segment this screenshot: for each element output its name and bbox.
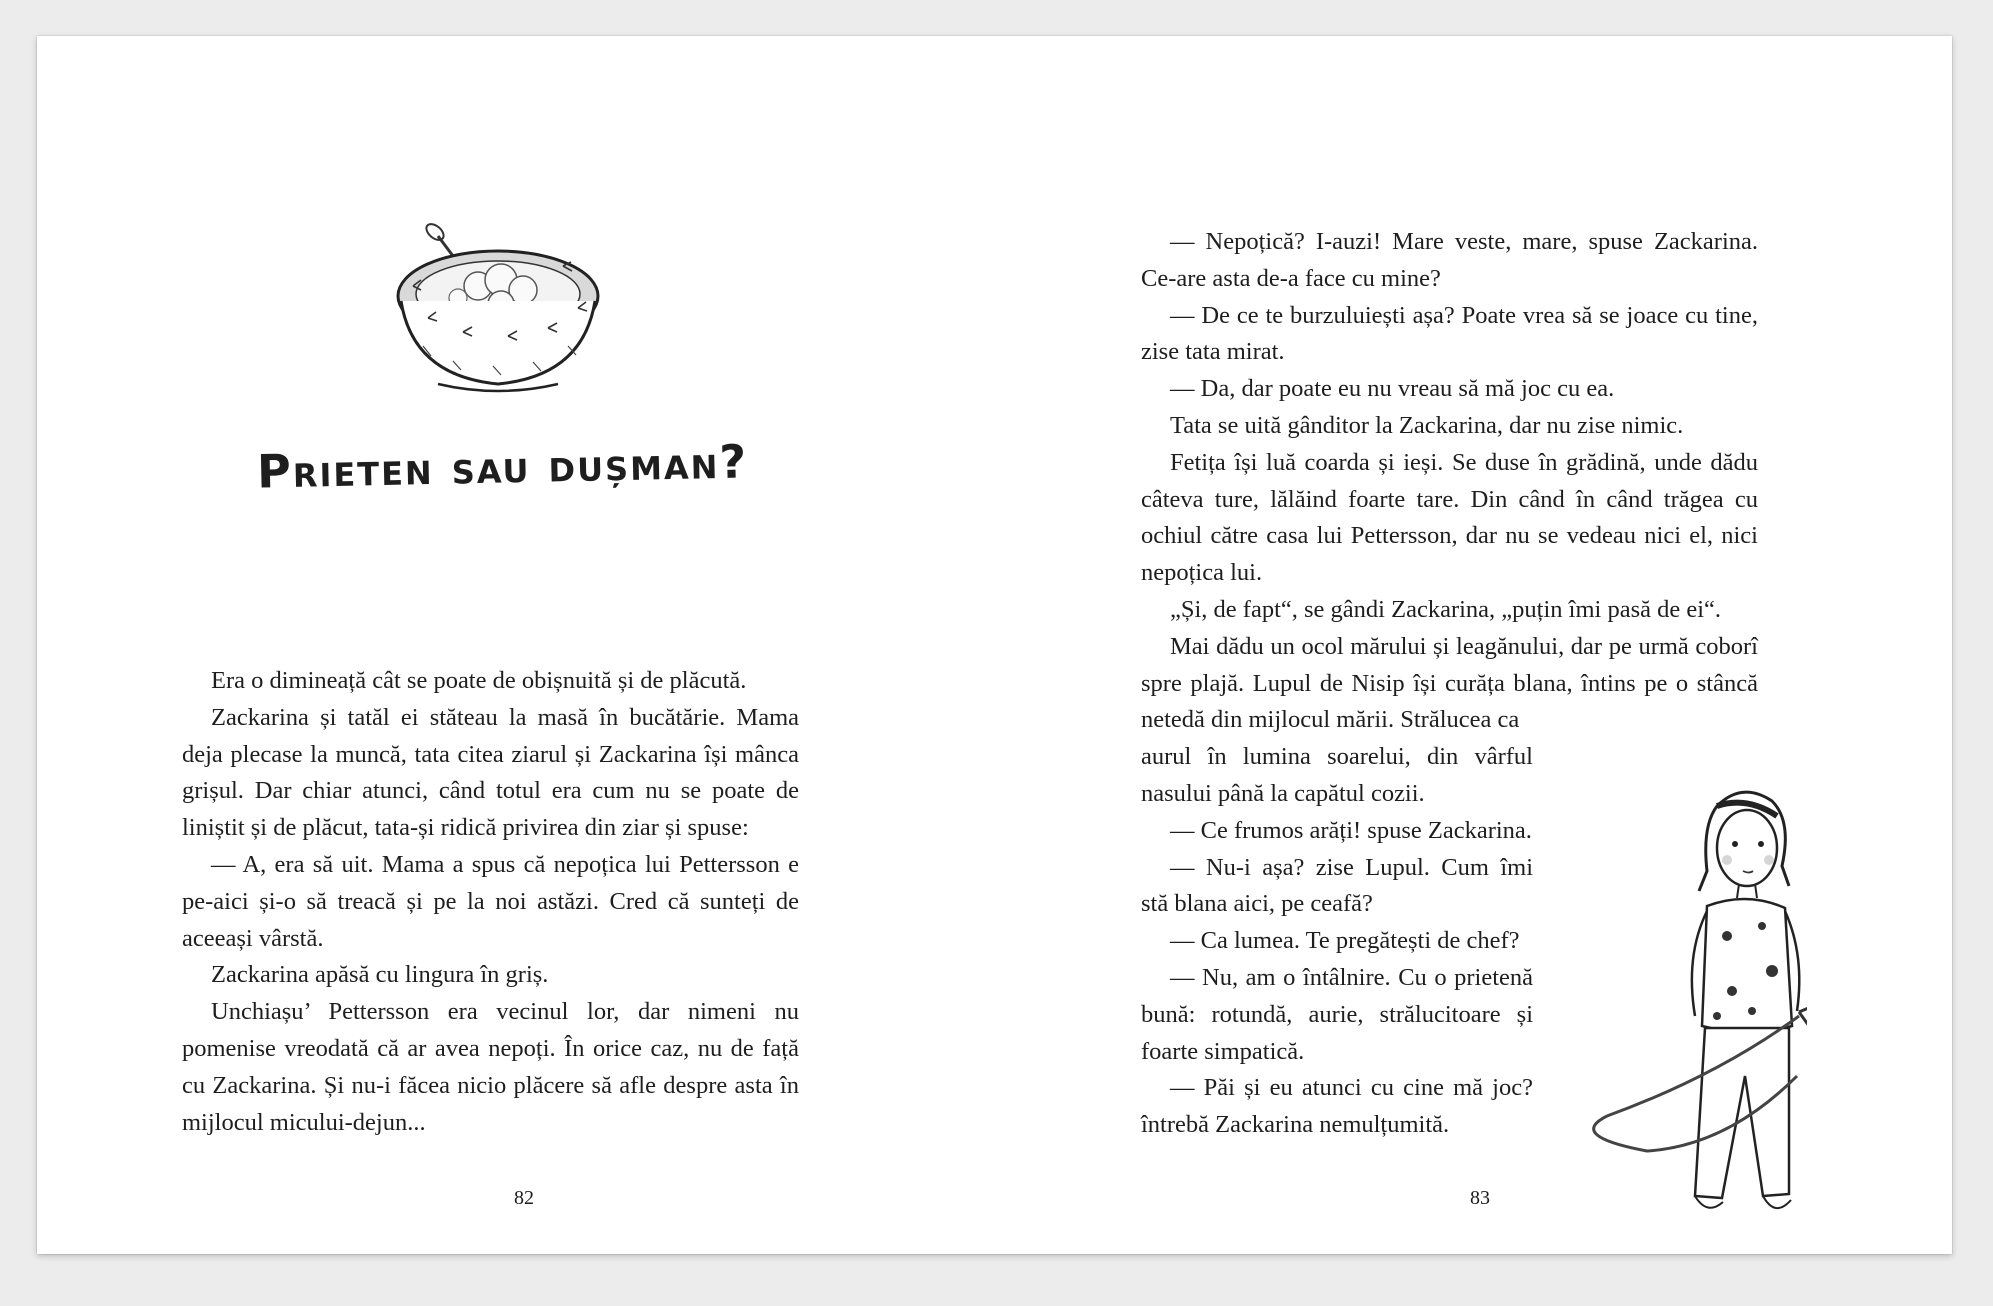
paragraph: Zackarina și tatăl ei stăteau la masă în bucătărie. Mama deja plecase la muncă, tata citea ziarul și Zackarina își mânca grișul. Dar chiar atunci, când totul era cum nu se poate de liniștit și de plăcut, tata-și ridică privirea din ziar și spuse: bbox=[182, 703, 799, 842]
chapter-title: Prieten sau dușman? bbox=[256, 434, 749, 499]
porridge-bowl-icon bbox=[383, 186, 613, 426]
paragraph: Era o dimineață cât se poate de obișnuită și de plăcută. bbox=[211, 667, 747, 694]
left-page-text bbox=[182, 663, 799, 1141]
paragraph: — Nu-i așa? zise Lupul. Cum îmi stă blana aici, pe ceafă? bbox=[1141, 853, 1533, 918]
paragraph: Mai dădu un ocol mărului și leagănului, dar pe urmă coborî spre plajă. Lupul de Nisip își curăța blana, întins pe o stâncă netedă din mijlocul mării. Strălucea ca bbox=[1141, 632, 1758, 734]
page-number-right: 83 bbox=[1470, 1187, 1490, 1209]
book-spread bbox=[37, 36, 1952, 1254]
paragraph: — Nepoțică? I-auzi! Mare veste, mare, spuse Zackarina. Ce-are asta de-a face cu mine? bbox=[1141, 228, 1758, 292]
paragraph: Tata se uită gânditor la Zackarina, dar nu zise nimic. bbox=[1170, 411, 1684, 439]
left-page bbox=[37, 36, 994, 1254]
paragraph: — Ca lumea. Te pregătești de chef? bbox=[1170, 927, 1520, 955]
paragraph: Fetița își luă coarda și ieși. Se duse în grădină, unde dădu câteva ture, lălăind foarte tare. Din când în când trăgea cu ochiul către casa lui Pettersson, dar nu se vedeau nici el, nici nepoțica lui. bbox=[1141, 448, 1758, 587]
paragraph: — Nu, am o întâlnire. Cu o prietenă bună: rotundă, aurie, strălucitoare și foarte simpatică. bbox=[1141, 963, 1533, 1065]
paragraph: — Da, dar poate eu nu vreau să mă joc cu ea. bbox=[1170, 375, 1615, 403]
page-number-left: 82 bbox=[514, 1187, 534, 1209]
paragraph: Unchiașu’ Pettersson era vecinul lor, dar nimeni nu pomenise vreodată că ar avea nepoți. În orice caz, nu de față cu Zackarina. Și nu-i făcea nicio plăcere să afle despre asta în mijlocul micului-dejun... bbox=[182, 998, 799, 1136]
paragraph: — De ce te burzuluiești așa? Poate vrea să se joace cu tine, zise tata mirat. bbox=[1141, 301, 1758, 366]
girl-with-jump-rope-icon bbox=[1567, 776, 1807, 1251]
paragraph: aurul în lumina soarelui, din vârful nasului până la capătul cozii. bbox=[1141, 743, 1533, 807]
paragraph: „Și, de fapt“, se gândi Zackarina, „puțin îmi pasă de ei“. bbox=[1170, 595, 1722, 623]
paragraph: Zackarina apăsă cu lingura în griș. bbox=[211, 961, 549, 989]
paragraph: — Păi și eu atunci cu cine mă joc? întrebă Zackarina nemulțumită. bbox=[1141, 1074, 1533, 1139]
paragraph: — Ce frumos arăți! spuse Zackarina. bbox=[1170, 816, 1532, 844]
paragraph: — A, era să uit. Mama a spus că nepoțica lui Pettersson e pe-aici și-o să treacă și pe la noi astăzi. Cred că sunteți de aceeași vârstă. bbox=[182, 850, 799, 952]
